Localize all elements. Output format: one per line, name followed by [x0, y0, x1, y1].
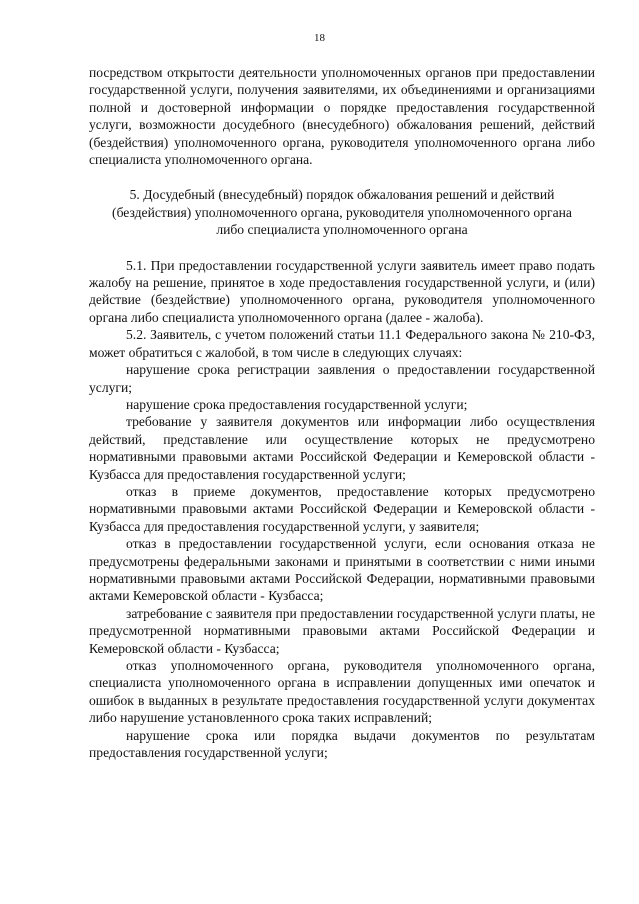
list-item-service-deadline: нарушение срока предоставления государственной услуги;	[126, 396, 468, 412]
list-item-document-demand: требование у заявителя документов или информации либо осуществления действий, представление или осуществление которых не предусмотрено нормативными правовыми актами Российской Федерации и Кемеровской области - Кузбасса для предоставления государственной услуги;	[89, 414, 595, 482]
list-item-registration-deadline: нарушение срока регистрации заявления о предоставлении государственной услуги;	[89, 362, 595, 395]
list-item-correction-refusal: отказ уполномоченного органа, руководителя уполномоченного органа, специалиста уполномоченного органа в исправлении допущенных ими опечаток и ошибок в выданных в результате предоставления государственной услуги документах либо нарушение установленного срока таких исправлений;	[89, 658, 595, 726]
paragraph-continuation: посредством открытости деятельности уполномоченных органов при предоставлении государственной услуги, получения заявителями, их объединениями и организациями полной и достоверной информации о порядке предоставления государственной услуги, возможности досудебного (внесудебного) обжалования решений, действий (бездействия) уполномоченного органа, руководителя уполномоченного органа либо специалиста уполномоченного органа.	[89, 65, 595, 168]
paragraph-5-1: 5.1. При предоставлении государственной услуги заявитель имеет право подать жалобу на решение, принятое в ходе предоставления государственной услуги, и (или) действие (бездействие) уполномоченного органа, руководителя уполномоченного органа либо специалиста уполномоченного органа (далее - жалоба).	[89, 257, 595, 325]
list-item-acceptance-refusal: отказ в приеме документов, предоставление которых предусмотрено нормативными правовыми актами Российской Федерации и Кемеровской области - Кузбасса для предоставления государственной услуги, у заявителя;	[89, 483, 595, 534]
section-heading: 5. Досудебный (внесудебный) порядок обжалования решений и действий (бездействия) уполномоченного органа, руководителя уполномоченного органа либо специалиста уполномоченного органа	[112, 187, 572, 238]
page-number: 18	[314, 32, 325, 44]
paragraph-5-2: 5.2. Заявитель, с учетом положений статьи 11.1 Федерального закона № 210-ФЗ, может обратиться с жалобой, в том числе в следующих случаях:	[89, 327, 595, 360]
list-item-service-refusal: отказ в предоставлении государственной услуги, если основания отказа не предусмотрены федеральными законами и принятыми в соответствии с ними иными нормативными правовыми актами Российской Федерации, нормативными правовыми актами Кемеровской области - Кузбасса;	[89, 536, 595, 604]
page-content	[89, 64, 595, 761]
list-item-fee-demand: затребование с заявителя при предоставлении государственной услуги платы, не предусмотренной нормативными правовыми актами Российской Федерации и Кемеровской области - Кузбасса;	[89, 605, 595, 656]
list-item-issuance-violation: нарушение срока или порядка выдачи документов по результатам предоставления государственной услуги;	[89, 727, 595, 761]
